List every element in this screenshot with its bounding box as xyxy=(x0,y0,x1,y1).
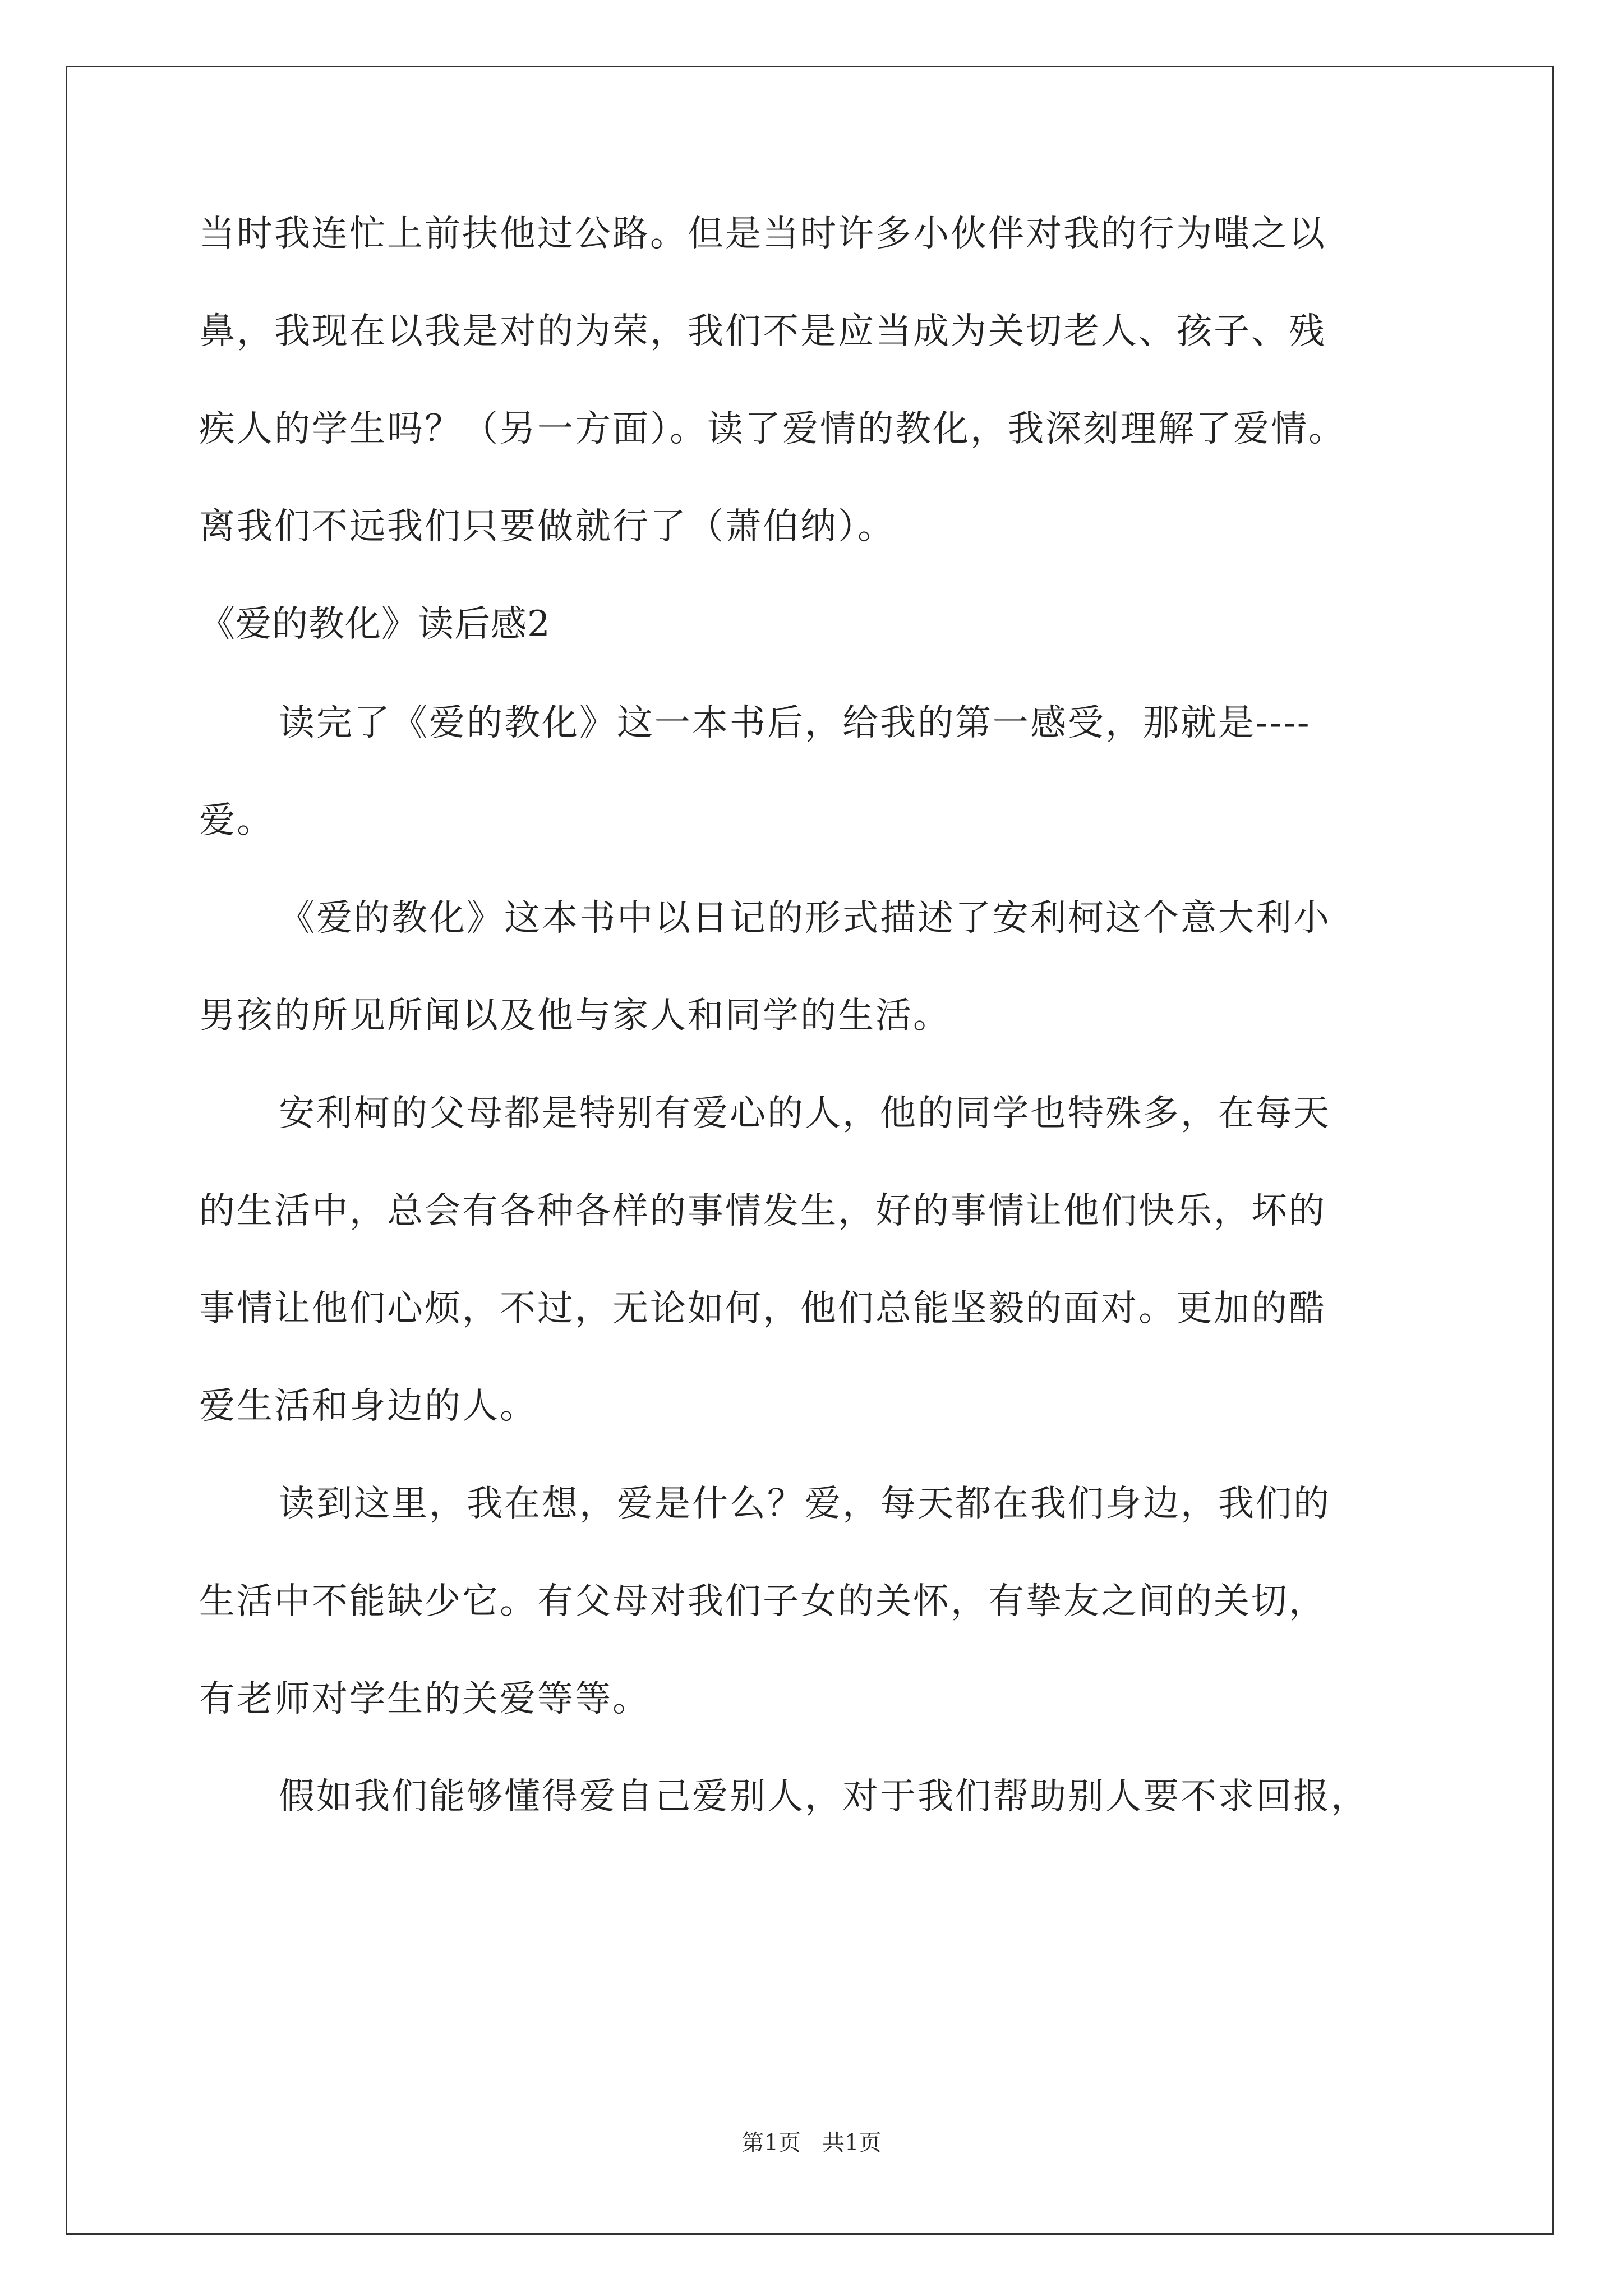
text-line-14: 读到这里，我在想，爱是什么？爱，每天都在我们身边，我们的 xyxy=(279,1483,1331,1525)
text-line-13: 爱生活和身边的人。 xyxy=(199,1386,537,1427)
text-line-15: 生活中不能缺少它。有父母对我们子女的关怀，有挚友之间的关切， xyxy=(199,1581,1326,1622)
document-body xyxy=(199,213,1455,1876)
text-line-9: 男孩的所见所闻以及他与家人和同学的生活。 xyxy=(199,995,951,1037)
section-heading: 《爱的教化》读后感2 xyxy=(199,604,551,645)
text-line-11: 的生活中，总会有各种各样的事情发生，好的事情让他们快乐，坏的 xyxy=(199,1190,1326,1232)
text-line-1: 当时我连忙上前扶他过公路。但是当时许多小伙伴对我的行为嗤之以 xyxy=(199,213,1326,255)
text-line-12: 事情让他们心烦，不过，无论如何，他们总能坚毅的面对。更加的酷 xyxy=(199,1288,1326,1329)
text-line-6: 读完了《爱的教化》这一本书后，给我的第一感受，那就是---- xyxy=(279,702,1311,744)
text-line-2: 鼻，我现在以我是对的为荣，我们不是应当成为关切老人、孩子、残 xyxy=(199,311,1326,352)
text-line-3: 疾人的学生吗？（另一方面）。读了爱情的教化，我深刻理解了爱情。 xyxy=(199,408,1346,450)
text-line-4: 离我们不远我们只要做就行了（萧伯纳）。 xyxy=(199,506,895,547)
text-line-17: 假如我们能够懂得爱自己爱别人，对于我们帮助别人要不求回报， xyxy=(279,1776,1368,1818)
text-line-8: 《爱的教化》这本书中以日记的形式描述了安利柯这个意大利小 xyxy=(279,898,1331,939)
page-footer: 第1页 共1页 xyxy=(741,2130,882,2156)
text-line-16: 有老师对学生的关爱等等。 xyxy=(199,1678,650,1720)
text-line-7: 爱。 xyxy=(199,800,274,841)
text-line-10: 安利柯的父母都是特别有爱心的人，他的同学也特殊多，在每天 xyxy=(279,1093,1331,1134)
